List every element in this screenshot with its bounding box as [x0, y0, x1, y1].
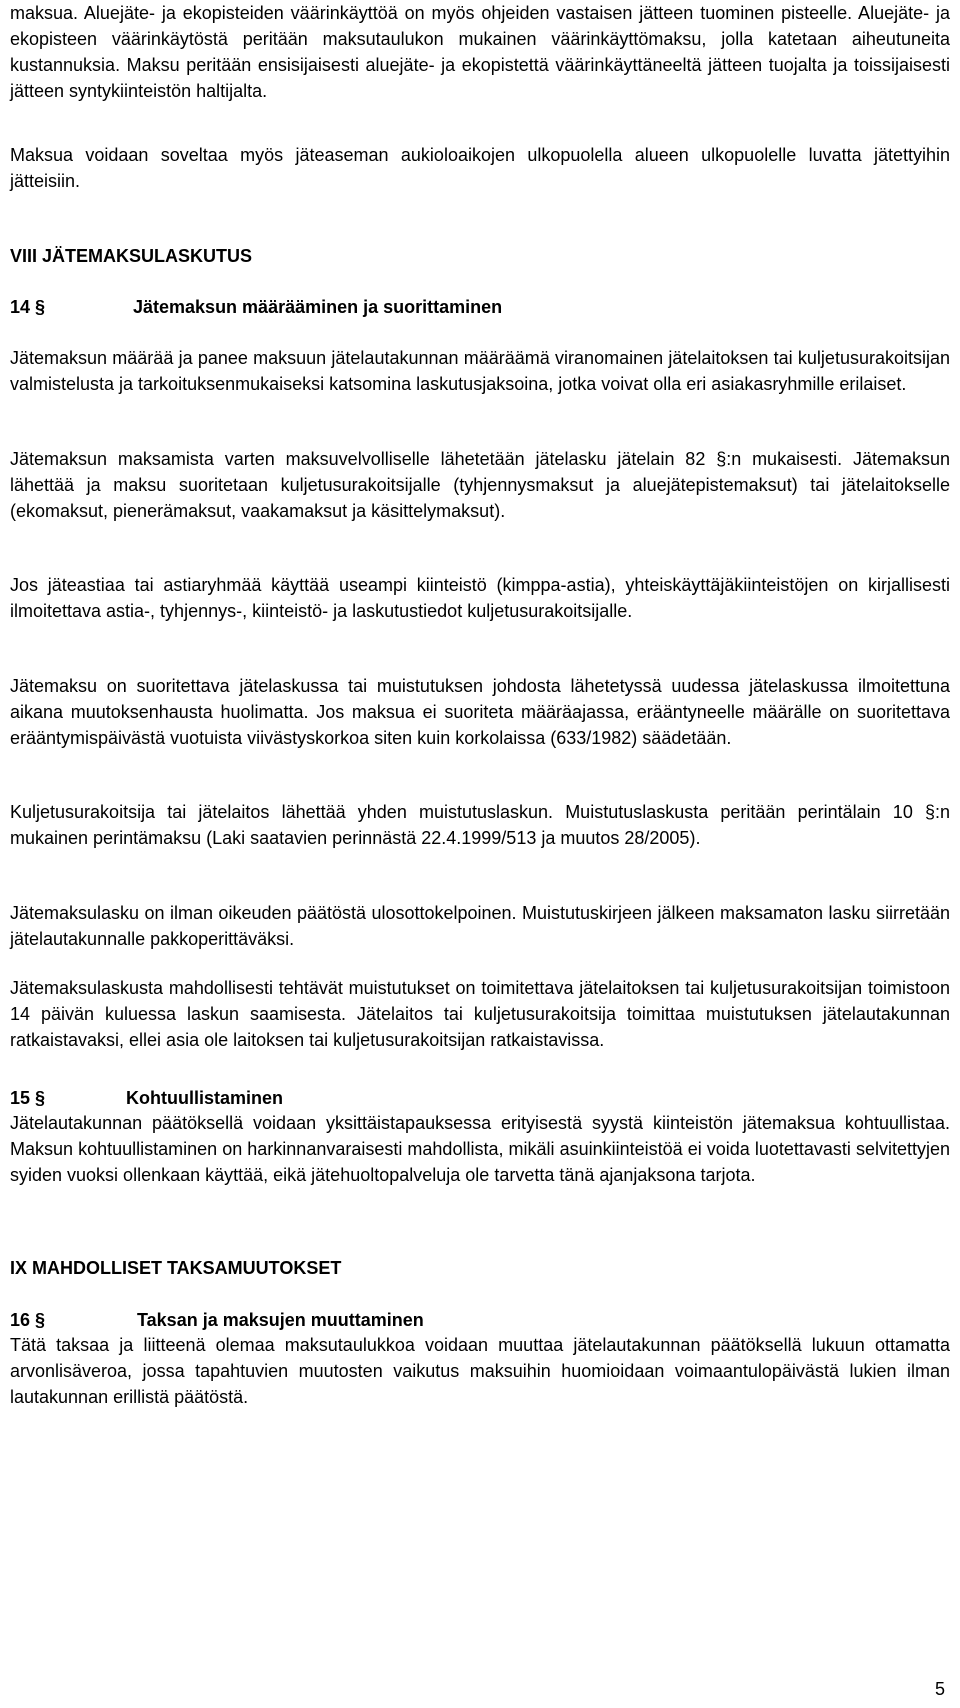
- p14-text-6: Jätemaksulasku on ilman oikeuden päätöstä ulosottokelpoinen. Muistutuskirjeen jälkeen maksamaton lasku siirretään jätelautakunnalle pakkoperittäväksi.: [10, 903, 950, 949]
- p14-text-3: Jos jäteastiaa tai astiaryhmää käyttää useampi kiinteistö (kimppa-astia), yhteiskäyttäjäkiinteistöjen on kirjallisesti ilmoitettava astia-, tyhjennys-, kiinteistö- ja laskutustiedot kuljetusurakoitsijalle.: [10, 575, 950, 621]
- paragraph-number: 16 §: [10, 1310, 46, 1330]
- paragraph-title: Jätemaksun määrääminen ja suorittaminen: [133, 297, 503, 317]
- p14-text-4: Jätemaksu on suoritettava jätelaskussa tai muistutuksen johdosta lähetetyssä uudessa jätelaskussa ilmoitettuna aikana muutoksenhausta huolimatta. Jos maksua ei suoriteta määräajassa, erääntyneelle määrälle on suoritettava erääntymispäivästä vuotuista viivästyskorkoa siten kuin korkolaissa (633/1982) säädetään.: [10, 676, 950, 748]
- p14-text-2: Jätemaksun maksamista varten maksuvelvolliselle lähetetään jätelasku jätelain 82 §:n mukaisesti. Jätemaksun lähettää ja maksu suoritetaan kuljetusurakoitsijalle (tyhjennysmaksut ja aluejätepistemaksut) tai jätelaitokselle (ekomaksut, pienerämaksut, vaakamaksut ja käsittelymaksut).: [10, 449, 950, 521]
- paragraph-heading-15: [10, 1085, 950, 1111]
- p14-text-1: Jätemaksun määrää ja panee maksuun jätelautakunnan määräämä viranomainen jätelaitoksen tai kuljetusurakoitsijan valmistelusta ja tarkoituksenmukaiseksi katsomina laskutusjaksoina, jotka voivat olla eri asiakasryhmille erilaiset.: [10, 348, 950, 394]
- paragraph-title: Taksan ja maksujen muuttaminen: [137, 1310, 424, 1330]
- p14-text-7: Jätemaksulaskusta mahdollisesti tehtävät muistutukset on toimitettava jätelaitoksen tai kuljetusurakoitsijan toimistoon 14 päivän kuluessa laskun saamisesta. Jätelaitos tai kuljetusurakoitsija toimittaa muistutuksen jätelautakunnan ratkaistavaksi, ellei asia ole laitoksen tai kuljetusurakoitsijan ratkaistavissa.: [10, 978, 950, 1050]
- paragraph-title: Kohtuullistaminen: [126, 1088, 283, 1108]
- intro-paragraph-2: Maksua voidaan soveltaa myös jäteaseman aukioloaikojen ulkopuolella alueen ulkopuolelle luvatta jätettyihin jätteisiin.: [10, 145, 950, 191]
- p15-text: Jätelautakunnan päätöksellä voidaan yksittäistapauksessa erityisestä syystä kiinteistön jätemaksua kohtuullistaa. Maksun kohtuullistaminen on harkinnanvaraisesti mahdollista, mikäli asuinkiinteistöä ei voida luotettavasti selvitettyjen syiden vuoksi ollenkaan käyttää, eikä jätehuoltopalveluja ole tarvetta tänä ajanjaksona tarjota.: [10, 1113, 950, 1185]
- paragraph-heading-16: [10, 1307, 950, 1333]
- section-heading-ix: IX MAHDOLLISET TAKSAMUUTOKSET: [10, 1258, 342, 1278]
- p14-text-5: Kuljetusurakoitsija tai jätelaitos lähettää yhden muistutuslaskun. Muistutuslaskusta peritään perintälain 10 §:n mukainen perintämaksu (Laki saatavien perinnästä 22.4.1999/513 ja muutos 28/2005).: [10, 802, 950, 848]
- intro-paragraph-1: maksua. Aluejäte- ja ekopisteiden väärinkäyttöä on myös ohjeiden vastaisen jätteen tuominen pisteelle. Aluejäte- ja ekopisteen väärinkäytöstä peritään maksutaulukon mukainen väärinkäyttömaksu, jolla katetaan aiheutuneita kustannuksia. Maksu peritään ensisijaisesti aluejäte- ja ekopistettä väärinkäyttäneeltä jätteen tuojalta ja toissijaisesti jätteen syntykiinteistön haltijalta.: [10, 3, 950, 101]
- paragraph-heading-14: [10, 294, 950, 320]
- paragraph-number: 15 §: [10, 1088, 46, 1108]
- section-heading-viii: VIII JÄTEMAKSULASKUTUS: [10, 246, 253, 266]
- p16-text: Tätä taksaa ja liitteenä olemaa maksutaulukkoa voidaan muuttaa jätelautakunnan päätöksellä lukuun ottamatta arvonlisäveroa, jossa tapahtuvien muutosten vaikutus maksuihin huomioidaan voimaantulopäivästä lukien ilman lautakunnan erillistä päätöstä.: [10, 1335, 950, 1407]
- page-number: 5: [935, 1679, 946, 1699]
- paragraph-number: 14 §: [10, 297, 46, 317]
